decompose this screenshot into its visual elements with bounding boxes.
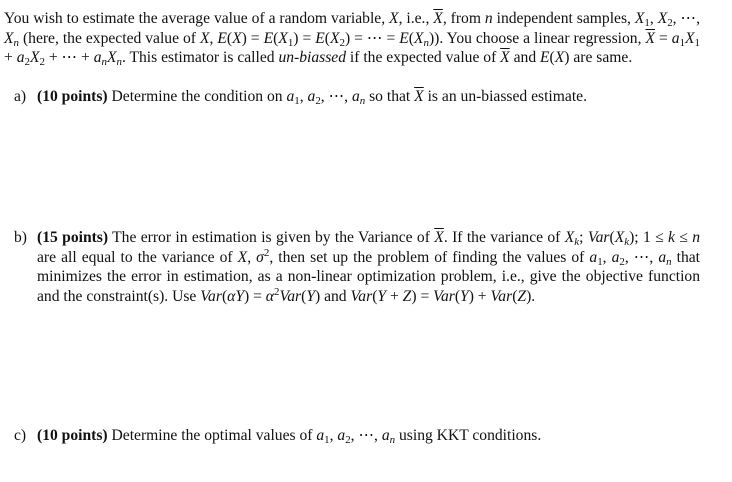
question-b-label: b) <box>14 229 27 246</box>
question-b-points: (15 points) <box>37 229 109 246</box>
question-c-text: (10 points) Determine the optimal values of $a_1$, $a_2$, ⋯, $a_n$ using KKT conditions. <box>37 427 542 446</box>
question-a-label: a) <box>14 88 27 105</box>
question-a-text: (10 points) Determine the condition on $a_1$, $a_2$, ⋯, $a_n$ so that $\overline{X}$ is an un-biassed estimate. <box>37 88 587 107</box>
problem-intro: You wish to estimate the average value of a random variable, X, i.e., $\overline{X}$, from n independent samples, $X_1$, $X_2$, ⋯, $X_n$ (here, the expected value of X, $E(X) = E(X_1) = E(X_2)$ = ⋯ = $E(X_n)$). You choose a linear regression, $\overline{X} = a_1X_1 + a_2X_2$ + ⋯ + $a_nX_n$. This estimator is called un-biassed if the expected value of $\overline{X}$ and E(X) are same. <box>4 10 700 69</box>
question-c-label: c) <box>14 427 27 444</box>
question-c <box>14 426 700 446</box>
question-a <box>14 87 700 107</box>
question-b <box>14 228 700 306</box>
question-b-text: (15 points) The error in estimation is given by the Variance of $\overline{X}$. If the variance of $X_k$; $Var(X_k)$; 1 ≤ k ≤ n are all equal to the variance of X, $\sigma^2$, then set up the problem of finding the values of $a_1$, $a_2$, ⋯, $a_n$ that minimizes the error in estimation, as a non-linear optimization problem, i.e., give the objective function and the constraint(s). Use $Var(\alpha Y) = \alpha^2Var(Y)$ and Var(Y + Z) = Var(Y) + Var(Z). <box>37 229 701 305</box>
question-a-points: (10 points) <box>37 88 108 105</box>
question-c-points: (10 points) <box>37 427 108 444</box>
